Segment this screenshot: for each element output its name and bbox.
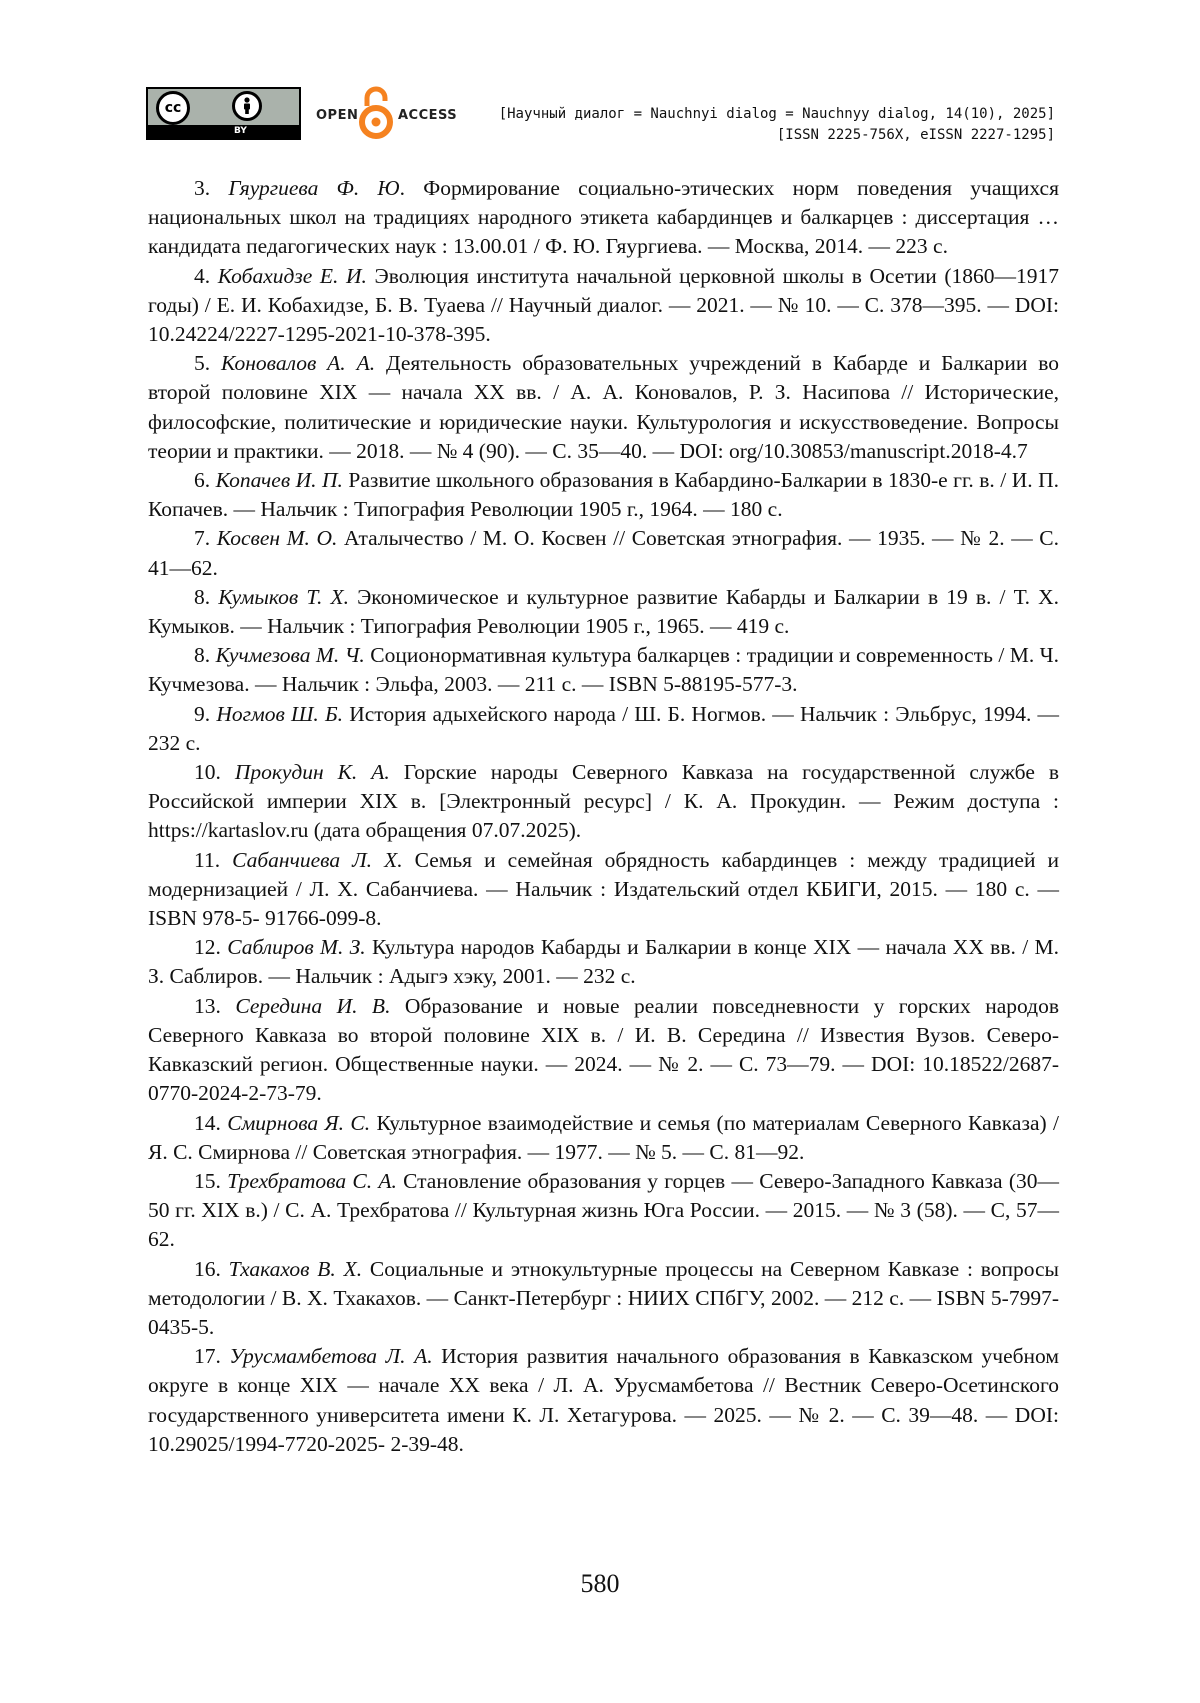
reference-list xyxy=(148,174,1059,1459)
license-band xyxy=(148,125,299,138)
journal-title-line: [Научный диалог = Nauchnyi dialog = Nauchnyy dialog, 14(10), 2025] xyxy=(498,106,1055,122)
reference-author: Сабанчиева Л. Х. xyxy=(232,847,403,872)
reference-author: Косвен М. О. xyxy=(216,526,338,551)
cc-by-license-badge xyxy=(146,87,301,140)
reference-item: 9. Ногмов Ш. Б. История адыхейского народа / Ш. Б. Ногмов. — Нальчик : Эльбрус, 1994. — 232 с. xyxy=(148,701,1060,755)
reference-item: 4. Кобахидзе Е. И. Эволюция института начальной церковной школы в Осетии (1860—1917 годы) / Е. И. Кобахидзе, Б. В. Туаева // Научный диалог. — 2021. — № 10. — С. 378—395. — DOI: 10.24224/2227-1295-2021-10-378-395. xyxy=(148,263,1059,347)
reference-author: Кумыков Т. Х. xyxy=(218,584,349,609)
reference-author: Саблиров М. З. xyxy=(227,935,366,960)
access-label: ACCESS xyxy=(398,108,458,123)
reference-item: 13. Середина И. В. Образование и новые реалии повседневности у горских народов Северного Кавказа во второй половине XIX в. / И. В. Середина // Известия Вузов. Северо-Кавказский регион. Общественные науки. — 2024. — № 2. — С. 73—79. — DOI: 10.18522/2687-0770-2024-2-73-79. xyxy=(148,993,1060,1106)
reference-author: Тхакахов В. Х. xyxy=(228,1256,363,1281)
reference-item: 5. Коновалов А. А. Деятельность образовательных учреждений в Кабарде и Балкарии во второй половине XIX — начала XX вв. / А. А. Коновалов, Р. З. Насипова // Исторические, философские, политические и юридические науки. Культурология и искусствоведение. Вопросы теории и практики. — 2018. — № 4 (90). — С. 35—40. — DOI: org/10.30853/manuscript.2018-4.7 xyxy=(148,351,1060,463)
reference-item: 11. Сабанчиева Л. Х. Семья и семейная обрядность кабардинцев : между традицией и модернизацией / Л. Х. Сабанчиева. — Нальчик : Издательский отдел КБИГИ, 2015. — 180 с. — ISBN 978-5- 91766-099-8. xyxy=(148,847,1059,931)
cc-icon: cc xyxy=(156,91,190,125)
reference-author: Прокудин К. А. xyxy=(234,760,390,785)
reference-item: 15. Трехбратова С. А. Становление образования у горцев — Северо-Западного Кавказа (30—50 гг. XIX в.) / С. А. Трехбратова // Культурная жизнь Юга России. — 2015. — № 3 (58). — С, 57—62. xyxy=(148,1168,1060,1252)
reference-author: Кобахидзе Е. И. xyxy=(217,263,367,288)
reference-item: 16. Тхакахов В. Х. Социальные и этнокультурные процессы на Северном Кавказе : вопросы методологии / В. Х. Тхакахов. — Санкт-Петербург : НИИХ СПбГУ, 2002. — 212 с. — ISBN 5-7997-0435-5. xyxy=(148,1256,1060,1339)
by-label: BY xyxy=(234,126,247,136)
reference-item: 10. Прокудин К. А. Горские народы Северного Кавказа на государственной службе в Российской империи XIX в. [Электронный ресурс] / К. А. Прокудин. — Режим доступа : https://kartaslov.ru (дата обращения 07.07.2025). xyxy=(148,760,1059,843)
reference-author: Кучмезова М. Ч. xyxy=(215,643,365,668)
reference-item: 17. Урусмамбетова Л. А. История развития начального образования в Кавказском учебном округе в конце XIX — начале XX века / Л. А. Урусмамбетова // Вестник Северо-Осетинского государственного университета имени К. Л. Хетагурова. — 2025. — № 2. — С. 39—48. — DOI: 10.29025/1994-7720-2025- 2-39-48. xyxy=(148,1344,1060,1456)
reference-author: Ногмов Ш. Б. xyxy=(216,701,344,726)
reference-item: 12. Саблиров М. З. Культура народов Кабарды и Балкарии в конце XIX — начала XX вв. / М. З. Саблиров. — Нальчик : Адыгэ хэку, 2001. — 232 с. xyxy=(148,935,1060,989)
reference-author: Урусмамбетова Л. А. xyxy=(229,1344,433,1369)
reference-author: Середина И. В. xyxy=(235,993,391,1018)
reference-author: Смирнова Я. С. xyxy=(227,1110,371,1135)
reference-item: 6. Копачев И. П. Развитие школьного образования в Кабардино-Балкарии в 1830-е гг. в. / И. П. Копачев. — Нальчик : Типография Революции 1905 г., 1964. — 180 с. xyxy=(148,468,1059,522)
reference-author: Копачев И. П. xyxy=(215,468,343,493)
reference-item: 14. Смирнова Я. С. Культурное взаимодействие и семья (по материалам Северного Кавказа) / Я. С. Смирнова // Советская этнография. — 1977. — № 5. — С. 81—92. xyxy=(148,1110,1059,1164)
reference-author: Коновалов А. А. xyxy=(221,351,376,376)
reference-item: 7. Косвен М. О. Аталычество / М. О. Косвен // Советская этнография. — 1935. — № 2. — С. 41—62. xyxy=(148,526,1060,580)
reference-author: Трехбратова С. А. xyxy=(227,1168,397,1193)
journal-issn-line: [ISSN 2225-756X, eISSN 2227-1295] xyxy=(776,127,1055,143)
attribution-person-icon xyxy=(232,91,262,121)
reference-item: 3. Гяургиева Ф. Ю. Формирование социально-этических норм поведения учащихся национальных школ на традициях народного этикета кабардинцев и балкарцев : диссертация … кандидата педагогических наук : 13.00.01 / Ф. Ю. Гяургиева. — Москва, 2014. — 223 с. xyxy=(148,176,1059,259)
page-number: 580 xyxy=(580,1569,620,1598)
reference-author: Гяургиева Ф. Ю xyxy=(228,176,400,200)
journal-citation xyxy=(499,104,1055,146)
reference-item: 8. Кумыков Т. Х. Экономическое и культурное развитие Кабарды и Балкарии в 19 в. / Т. Х. Кумыков. — Нальчик : Типография Революции 1905 г., 1965. — 419 с. xyxy=(148,584,1060,639)
reference-item: 8. Кучмезова М. Ч. Соционормативная культура балкарцев : традиции и современность / М. Ч. Кучмезова. — Нальчик : Эльфа, 2003. — 211 с. — ISBN 5-88195-577-3. xyxy=(148,643,1059,697)
open-access-lock-icon xyxy=(358,84,394,140)
open-label: OPEN xyxy=(316,108,359,123)
